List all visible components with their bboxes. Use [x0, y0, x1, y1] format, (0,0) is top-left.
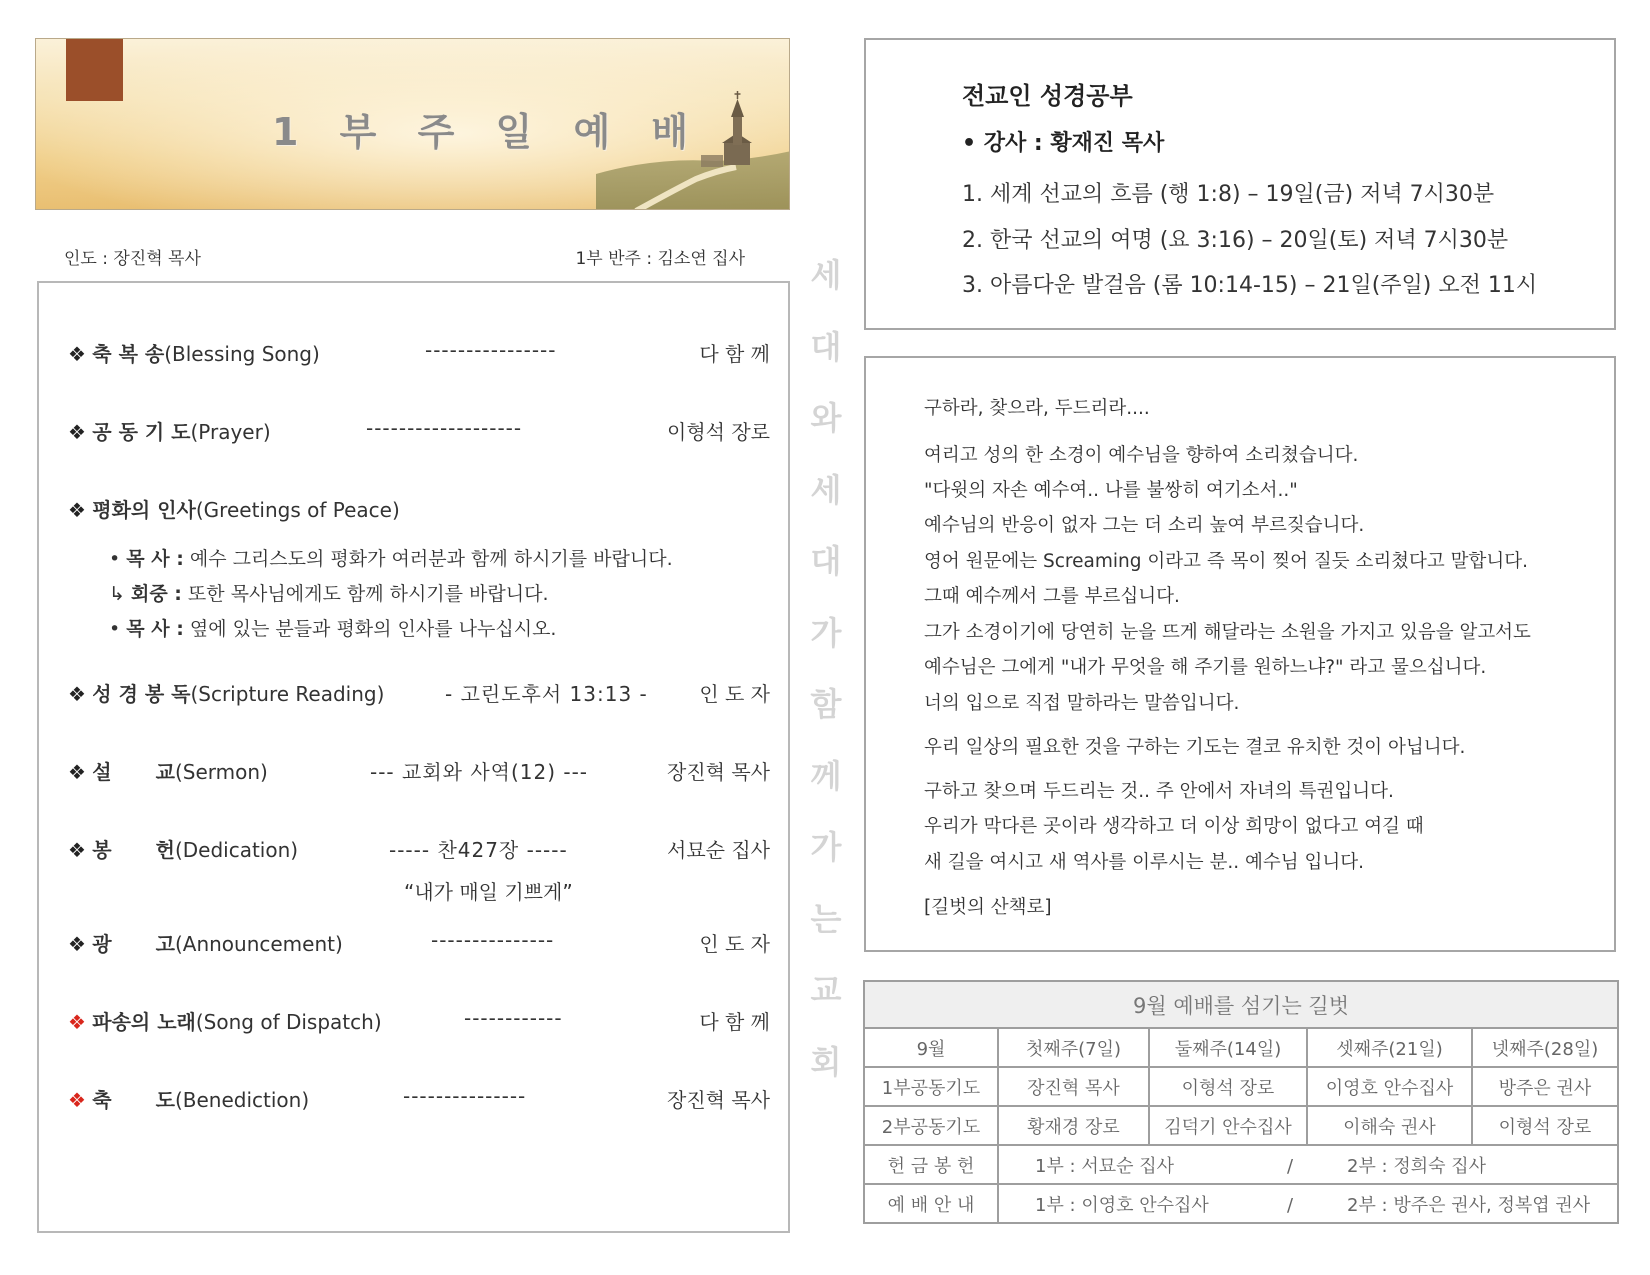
order-item-detail: ----- 찬427장 -----	[389, 838, 568, 862]
devotional-line: 새 길을 여시고 새 역사를 이루시는 분.. 예수님 입니다.	[924, 852, 1364, 873]
order-item-label: 파송의 노래	[92, 1010, 196, 1034]
table-header-cell: 셋째주(21일)	[1307, 1028, 1472, 1067]
motto-char: 가	[810, 613, 842, 652]
order-item-announcement	[68, 928, 768, 958]
motto-char: 세	[810, 256, 842, 294]
order-item-label: 도	[155, 1088, 175, 1112]
greeting-line	[109, 579, 549, 606]
greeting-text: 또한 목사님에게도 함께 하시기를 바랍니다.	[181, 583, 549, 605]
motto-char: 께	[810, 756, 842, 795]
page-title: 1 부 주 일 예 배	[272, 110, 703, 154]
motto-char: 대	[810, 327, 842, 366]
devotional-line: 구하고 찾으며 두드리는 것.. 주 안에서 자녀의 특권입니다.	[924, 781, 1394, 802]
diamond-bullet-icon: ❖	[68, 1010, 86, 1034]
order-item-person: 다 함 께	[699, 342, 770, 366]
order-item-label: 봉	[92, 838, 112, 862]
diamond-bullet-icon: ❖	[68, 838, 86, 862]
table-cell: 황재경 장로	[998, 1106, 1149, 1145]
order-item-person: 인 도 자	[699, 932, 770, 956]
schedule-caption: 9월 예배를 섬기는 길벗	[864, 981, 1618, 1028]
table-header-cell: 9월	[864, 1028, 998, 1067]
order-item-dedication	[68, 834, 770, 904]
motto-char: 가	[810, 828, 842, 866]
diamond-bullet-icon: ❖	[68, 760, 86, 784]
order-item-person: 이형석 장로	[667, 420, 770, 444]
devotional-line: 예수님은 그에게 "내가 무엇을 해 주기를 원하느냐?" 라고 물으십니다.	[924, 657, 1487, 678]
order-item-label: 공 동 기 도	[92, 420, 191, 444]
table-cell: 김덕기 안수집사	[1149, 1106, 1307, 1145]
table-cell: 이형석 장로	[1149, 1067, 1307, 1106]
motto-char: 함	[810, 685, 842, 723]
order-item-label-en: (Dedication)	[174, 838, 299, 862]
bible-study-title: 전교인 성경공부	[962, 82, 1133, 110]
greeting-marker: ↳	[109, 583, 125, 605]
bible-study-session: 1. 세계 선교의 흐름 (행 1:8) – 19일(금) 저녁 7시30분	[962, 182, 1495, 207]
order-item-detail: ----------------	[425, 338, 557, 362]
greeting-speaker: 목 사 :	[126, 548, 184, 570]
greeting-marker: •	[109, 548, 121, 570]
table-cell: 2부공동기도	[864, 1106, 998, 1145]
bible-study-session: 2. 한국 선교의 여명 (요 3:16) – 20일(토) 저녁 7시30분	[962, 228, 1509, 253]
table-row	[864, 1067, 1618, 1106]
devotional-line: "다윗의 자손 예수여.. 나를 불쌍히 여기소서.."	[924, 480, 1298, 501]
offering-second: 2부 : 정희숙 집사	[1347, 1155, 1487, 1177]
order-item-label-en: (Song of Dispatch)	[195, 1010, 382, 1034]
diamond-bullet-icon: ❖	[68, 1088, 86, 1112]
motto-char: 와	[810, 399, 842, 437]
table-header-cell: 첫째주(7일)	[998, 1028, 1149, 1067]
offering-first: 1부 : 서묘순 집사	[1035, 1155, 1175, 1177]
order-item-sermon	[68, 756, 768, 786]
order-item-blessing-song	[68, 338, 768, 368]
table-cell: 예 배 안 내	[864, 1184, 998, 1223]
devotional-line: 영어 원문에는 Screaming 이라고 즉 목이 찢어 질듯 소리쳤다고 말합니다.	[924, 551, 1529, 572]
table-row	[864, 1184, 1618, 1223]
order-item-label: 성 경 봉 독	[92, 682, 191, 706]
schedule-table	[863, 980, 1619, 1224]
devotional-box	[864, 356, 1616, 952]
diamond-bullet-icon: ❖	[68, 682, 86, 706]
devotional-line: 여리고 성의 한 소경이 예수님을 향하여 소리쳤습니다.	[924, 445, 1359, 466]
order-item-label: 헌	[155, 838, 175, 862]
table-row	[864, 1145, 1618, 1184]
table-cell: 헌 금 봉 헌	[864, 1145, 998, 1184]
order-item-label: 교	[155, 760, 175, 784]
table-cell: 장진혁 목사	[998, 1067, 1149, 1106]
diamond-bullet-icon: ❖	[68, 498, 86, 522]
table-cell: 이형석 장로	[1472, 1106, 1618, 1145]
order-item-scripture	[68, 678, 768, 708]
greeting-speaker: 목 사 :	[126, 618, 184, 640]
table-header-cell: 넷째주(28일)	[1472, 1028, 1618, 1067]
greeting-line	[109, 614, 556, 641]
table-cell: 이해숙 권사	[1307, 1106, 1472, 1145]
table-cell: 이영호 안수집사	[1307, 1067, 1472, 1106]
motto-char: 는	[810, 899, 842, 938]
order-item-label-en: (Scripture Reading)	[190, 682, 385, 706]
order-item-person: 서묘순 집사	[667, 838, 770, 862]
order-item-label-en: (Sermon)	[174, 760, 268, 784]
order-item-detail: ------------	[464, 1006, 563, 1030]
order-item-detail: - 고린도후서 13:13 -	[445, 682, 648, 706]
greeting-line	[109, 544, 673, 571]
table-cell: 방주은 권사	[1472, 1067, 1618, 1106]
devotional-line: 너의 입으로 직접 말하라는 말씀입니다.	[924, 693, 1240, 714]
worship-banner	[35, 38, 790, 210]
september-schedule	[863, 980, 1617, 1224]
order-item-greetings	[68, 494, 768, 524]
table-header-cell: 둘째주(14일)	[1149, 1028, 1307, 1067]
order-item-label-en: (Blessing Song)	[164, 342, 320, 366]
greeting-speaker: 회중 :	[130, 583, 182, 605]
usher-separator: /	[1287, 1194, 1294, 1216]
motto-char: 교	[810, 971, 842, 1009]
order-item-detail: -------------------	[366, 416, 523, 440]
devotional-line: 그가 소경이기에 당연히 눈을 뜨게 해달라는 소원을 가지고 있음을 알고서도	[924, 622, 1531, 643]
order-item-label: 축 복 송	[92, 342, 165, 366]
banner-accent-square	[66, 39, 123, 101]
table-row	[864, 1106, 1618, 1145]
order-item-detail: --- 교회와 사역(12) ---	[370, 760, 589, 784]
leader-text: 인도 : 장진혁 목사	[64, 249, 201, 269]
devotional-line: 그때 예수께서 그를 부르십니다.	[924, 586, 1180, 607]
order-item-label-en: (Prayer)	[190, 420, 271, 444]
order-item-person: 다 함 께	[699, 1010, 770, 1034]
order-item-detail: ---------------	[403, 1084, 527, 1108]
order-item-label: 고	[155, 932, 175, 956]
order-item-dispatch-song	[68, 1006, 768, 1036]
motto-char: 세	[810, 470, 842, 509]
table-row	[864, 1028, 1618, 1067]
usher-first: 1부 : 이영호 안수집사	[1035, 1194, 1209, 1216]
order-item-benediction	[68, 1084, 768, 1114]
diamond-bullet-icon: ❖	[68, 342, 86, 366]
devotional-line: 우리 일상의 필요한 것을 구하는 기도는 결코 유치한 것이 아닙니다.	[924, 737, 1466, 758]
order-item-label: 축	[92, 1088, 112, 1112]
diamond-bullet-icon: ❖	[68, 932, 86, 956]
offering-cell	[998, 1145, 1618, 1184]
order-item-label: 설	[92, 760, 112, 784]
accompanist-text: 1부 반주 : 김소연 집사	[575, 249, 745, 269]
order-item-person: 장진혁 목사	[667, 760, 770, 784]
devotional-heading: 구하라, 찾으라, 두드리라....	[924, 398, 1150, 419]
order-item-label-en: (Benediction)	[174, 1088, 310, 1112]
order-item-prayer	[68, 416, 768, 446]
order-item-person: 장진혁 목사	[667, 1088, 770, 1112]
order-item-label: 광	[92, 932, 112, 956]
motto-char: 대	[810, 542, 842, 580]
bible-study-teacher: • 강사 : 황재진 목사	[962, 131, 1165, 156]
motto-char: 회	[810, 1042, 842, 1081]
hymn-title: “내가 매일 기쁘게”	[404, 880, 573, 904]
table-cell: 1부공동기도	[864, 1067, 998, 1106]
devotional-line: 우리가 막다른 곳이라 생각하고 더 이상 희망이 없다고 여길 때	[924, 816, 1424, 837]
devotional-line: 예수님의 반응이 없자 그는 더 소리 높여 부르짖습니다.	[924, 515, 1365, 536]
order-of-service	[37, 281, 790, 1233]
usher-cell	[998, 1184, 1618, 1223]
order-item-label-en: (Greetings of Peace)	[195, 498, 400, 522]
vertical-motto	[808, 240, 844, 1098]
order-item-detail: ---------------	[431, 928, 555, 952]
greeting-text: 예수 그리스도의 평화가 여러분과 함께 하시기를 바랍니다.	[183, 548, 673, 570]
order-item-label: 평화의 인사	[92, 498, 196, 522]
greeting-text: 옆에 있는 분들과 평화의 인사를 나누십시오.	[183, 618, 557, 640]
diamond-bullet-icon: ❖	[68, 420, 86, 444]
order-item-person: 인 도 자	[699, 682, 770, 706]
greeting-marker: •	[109, 618, 121, 640]
bible-study-box	[864, 38, 1616, 330]
devotional-source: [길벗의 산책로]	[924, 897, 1052, 918]
order-item-label-en: (Announcement)	[174, 932, 343, 956]
bible-study-session: 3. 아름다운 발걸음 (롬 10:14-15) – 21일(주일) 오전 11시	[962, 273, 1538, 298]
usher-second: 2부 : 방주은 권사, 정복엽 권사	[1347, 1194, 1591, 1216]
offering-separator: /	[1287, 1155, 1294, 1177]
